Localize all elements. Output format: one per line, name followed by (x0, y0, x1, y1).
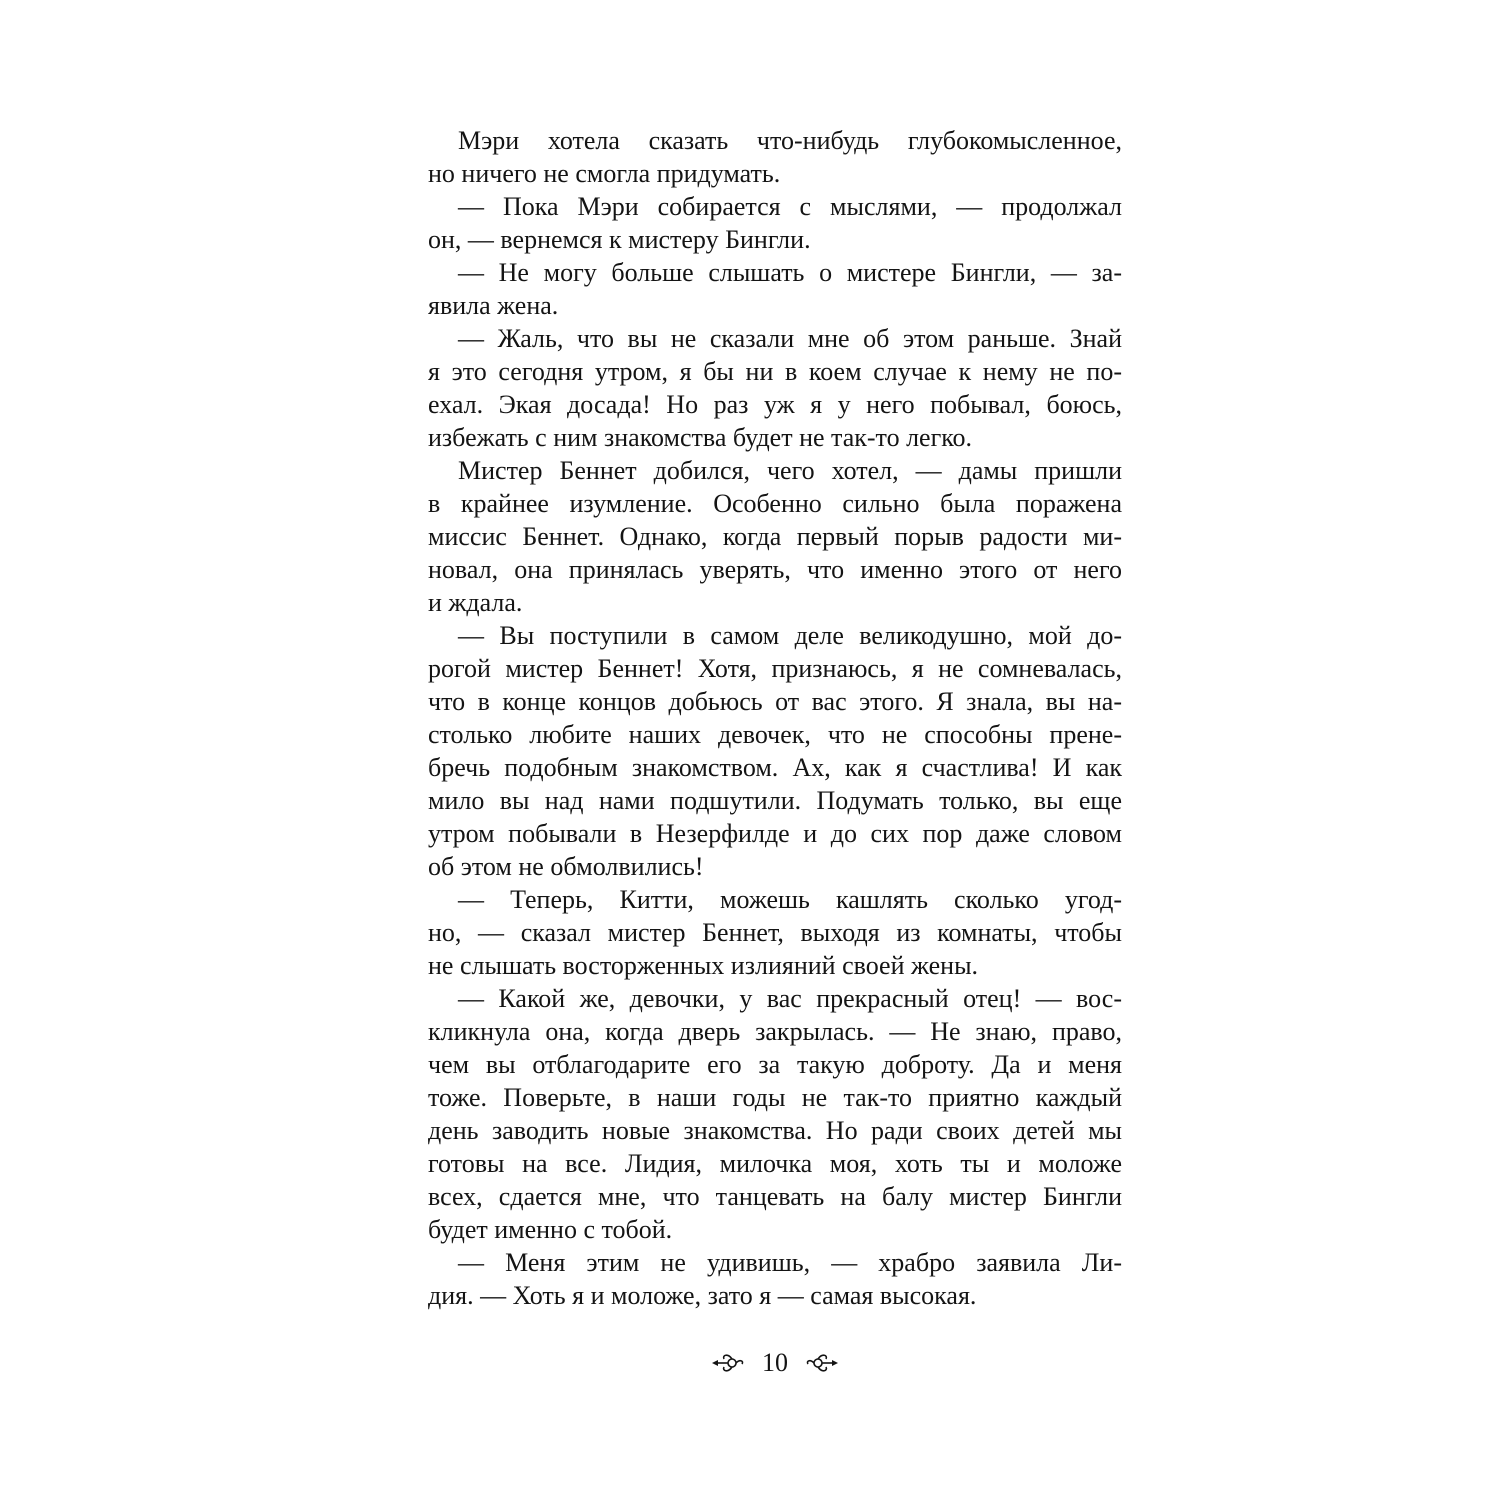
text-line: кликнула она, когда дверь закрылась. — Не знаю, право, (428, 1017, 1122, 1046)
text-line: будет именно с тобой. (428, 1215, 673, 1244)
text-line: тоже. Поверьте, в наши годы не так-то приятно каждый (428, 1083, 1122, 1112)
text-line: дия. — Хоть я и моложе, зато я — самая высокая. (428, 1281, 977, 1310)
text-line: день заводить новые знакомства. Но ради своих детей мы (428, 1116, 1122, 1145)
text-line: явила жена. (428, 291, 559, 320)
text-line: — Пока Мэри собирается с мыслями, — продолжал (458, 192, 1122, 221)
text-line: — Жаль, что вы не сказали мне об этом раньше. Знай (458, 324, 1122, 353)
text-line: он, — вернемся к мистеру Бингли. (428, 225, 811, 254)
text-line: но ничего не смогла придумать. (428, 159, 781, 188)
text-line: бречь подобным знакомством. Ах, как я счастлива! И как (428, 753, 1122, 782)
ornament-left-icon (710, 1351, 750, 1375)
text-line: в крайнее изумление. Особенно сильно была поражена (428, 489, 1122, 518)
text-line: но, — сказал мистер Беннет, выходя из комнаты, чтобы (428, 918, 1122, 947)
text-line: — Какой же, девочки, у вас прекрасный отец! — вос- (458, 984, 1122, 1013)
page-footer (428, 1348, 1122, 1378)
text-line: не слышать восторженных излияний своей жены. (428, 951, 979, 980)
text-line: об этом не обмолвились! (428, 852, 704, 881)
text-line: и ждала. (428, 588, 523, 617)
text-line: готовы на все. Лидия, милочка моя, хоть ты и моложе (428, 1149, 1122, 1178)
text-line: рогой мистер Беннет! Хотя, признаюсь, я не сомневалась, (428, 654, 1122, 683)
page-number: 10 (762, 1348, 788, 1377)
text-line: столько любите наших девочек, что не способны прене- (428, 720, 1122, 749)
text-line: я это сегодня утром, я бы ни в коем случае к нему не по- (428, 357, 1122, 386)
text-line: мило вы над нами подшутили. Подумать только, вы еще (428, 786, 1122, 815)
text-line: чем вы отблагодарите его за такую доброту. Да и меня (428, 1050, 1122, 1079)
text-line: Мэри хотела сказать что-нибудь глубокомысленное, (458, 126, 1122, 155)
text-line: избежать с ним знакомства будет не так-то легко. (428, 423, 973, 452)
text-line: — Не могу больше слышать о мистере Бингли, — за- (458, 258, 1122, 287)
text-line: миссис Беннет. Однако, когда первый порыв радости ми- (428, 522, 1122, 551)
text-line: что в конце концов добьюсь от вас этого. Я знала, вы на- (428, 687, 1122, 716)
text-line: новал, она принялась уверять, что именно этого от него (428, 555, 1122, 584)
text-line: — Теперь, Китти, можешь кашлять сколько угод- (458, 885, 1122, 914)
text-line: — Меня этим не удивишь, — храбро заявила Ли- (458, 1248, 1122, 1277)
ornament-right-icon (800, 1351, 840, 1375)
text-line: всех, сдается мне, что танцевать на балу мистер Бингли (428, 1182, 1122, 1211)
text-line: Мистер Беннет добился, чего хотел, — дамы пришли (458, 456, 1122, 485)
text-line: ехал. Экая досада! Но раз уж я у него побывал, боюсь, (428, 390, 1122, 419)
book-page-text (428, 124, 1122, 1312)
text-line: — Вы поступили в самом деле великодушно, мой до- (458, 621, 1122, 650)
text-line: утром побывали в Незерфилде и до сих пор даже словом (428, 819, 1122, 848)
